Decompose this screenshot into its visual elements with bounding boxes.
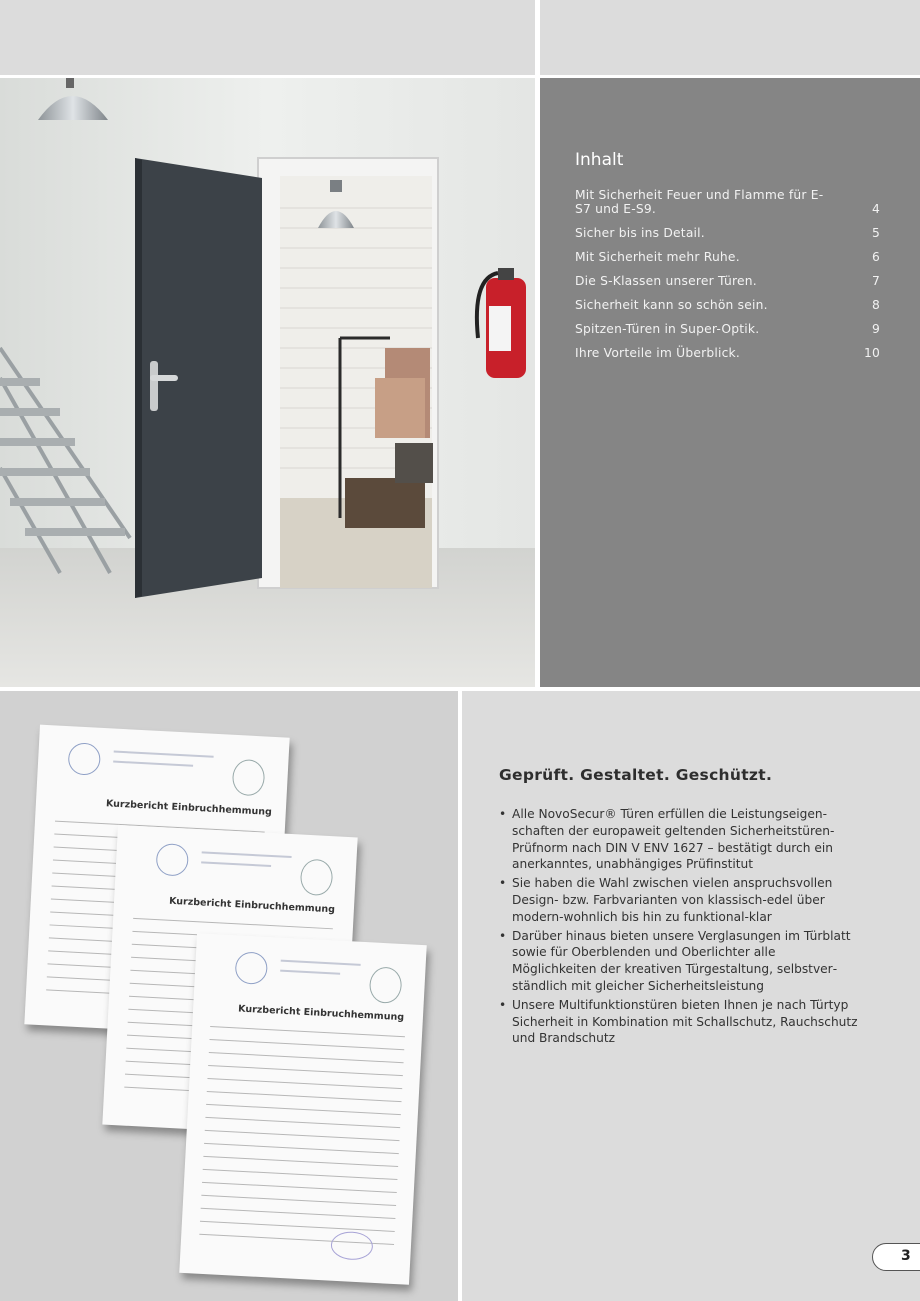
toc-item-page: 10 [863, 346, 880, 360]
cert-logo-icon [234, 951, 268, 985]
page-number: 3 [901, 1248, 911, 1264]
page-number-badge [872, 1243, 920, 1271]
toc-item[interactable] [575, 274, 880, 288]
cert-logo-icon [155, 843, 189, 877]
top-left-band [0, 0, 535, 75]
feature-bullet: • Darüber hinaus bieten unsere Verglasungen im Türblatt sowie für Oberblenden und Oberlichter alle Möglichkeiten der kreativen Türgestaltung, selbstverständlich mit gleicher Sicherheitsleistung [499, 928, 859, 995]
features-list [499, 806, 859, 1049]
toc-item-text: Ihre Vorteile im Überblick. [575, 346, 740, 360]
cert-seal-icon [232, 759, 266, 797]
cert-title: Kurzbericht Einbruchhemmung [237, 1003, 405, 1024]
features-title: Geprüft. Gestaltet. Geschützt. [499, 766, 773, 784]
cert-seal-icon [369, 966, 403, 1004]
feature-bullet: • Unsere Multifunktionstüren bieten Ihnen je nach Türtyp Sicherheit in Kombination mit Schallschutz, Rauchschutz und Brandschutz [499, 997, 859, 1047]
toc-item-page: 4 [871, 202, 880, 216]
cert-seal-icon [300, 859, 334, 897]
toc-item-text: Spitzen-Türen in Super-Optik. [575, 322, 760, 336]
feature-bullet: • Sie haben die Wahl zwischen vielen anspruchsvollen Design- bzw. Farbvarianten von klassisch-edel über modern-wohnlich bis hin zu funktional-klar [499, 875, 859, 925]
toc-item-page: 9 [871, 322, 880, 336]
toc-list [575, 188, 880, 370]
toc-item-text: Mit Sicherheit Feuer und Flamme für E-S7 und E-S9. [575, 188, 824, 216]
toc-item[interactable] [575, 226, 880, 240]
cert-logo-icon [67, 742, 101, 776]
toc-item-page: 7 [871, 274, 880, 288]
toc-panel [540, 78, 920, 687]
toc-item-page: 6 [871, 250, 880, 264]
toc-item[interactable] [575, 298, 880, 312]
feature-bullet: • Alle NovoSecur® Türen erfüllen die Leistungseigenschaften der europaweit geltenden Sicherheitstüren-Prüfnorm nach DIN V ENV 1627 – bestätigt durch ein anerkanntes, unabhängiges Prüfinstitut [499, 806, 859, 873]
toc-item[interactable] [575, 322, 880, 336]
toc-item-text: Sicherheit kann so schön sein. [575, 298, 768, 312]
toc-item-text: Die S-Klassen unserer Türen. [575, 274, 757, 288]
features-panel [462, 691, 920, 1301]
steel-door-illustration [0, 78, 535, 687]
toc-item-text: Sicher bis ins Detail. [575, 226, 705, 240]
toc-title: Inhalt [575, 150, 624, 170]
door-photo [0, 78, 535, 687]
toc-item-page: 5 [871, 226, 880, 240]
toc-item-page: 8 [871, 298, 880, 312]
toc-item-text: Mit Sicherheit mehr Ruhe. [575, 250, 740, 264]
certificate-front [179, 933, 426, 1285]
certificates-area [0, 691, 458, 1301]
toc-item[interactable] [575, 346, 880, 360]
top-right-band [540, 0, 920, 75]
cert-title: Kurzbericht Einbruchhemmung [168, 895, 336, 916]
toc-item[interactable] [575, 250, 880, 264]
cert-title: Kurzbericht Einbruchhemmung [105, 798, 273, 818]
toc-item[interactable] [575, 188, 880, 216]
